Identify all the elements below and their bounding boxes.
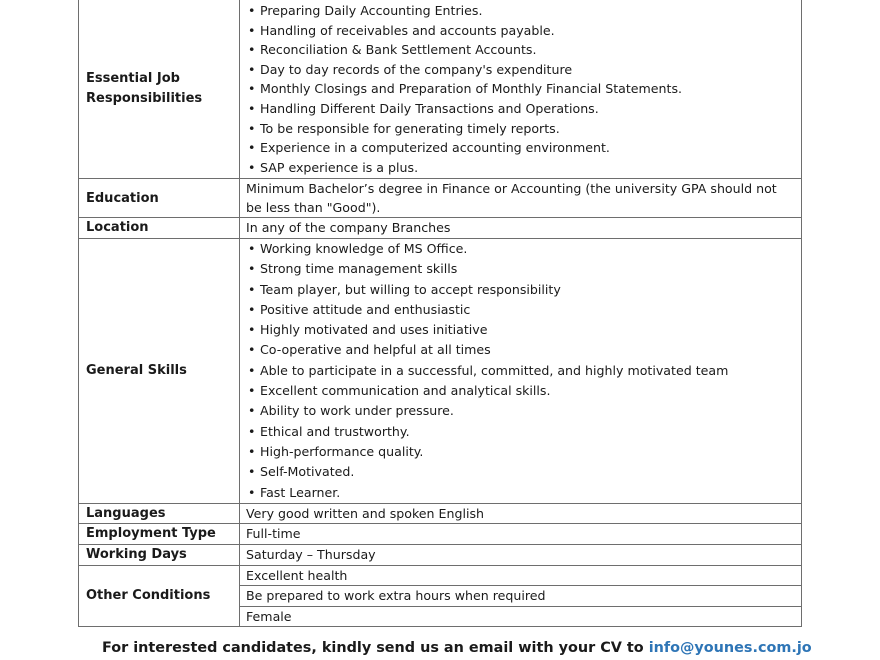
email-link[interactable]: info@younes.com.jo bbox=[648, 640, 812, 656]
list-item: • Reconciliation & Bank Settlement Accounts. bbox=[246, 40, 795, 60]
list-item: • Handling Different Daily Transactions and Operations. bbox=[246, 99, 795, 119]
row-other-conditions bbox=[79, 565, 802, 586]
value-location: In any of the company Branches bbox=[240, 218, 802, 239]
list-item: • Working knowledge of MS Office. bbox=[246, 239, 795, 259]
label-languages: Languages bbox=[79, 503, 240, 524]
condition-item: Female bbox=[240, 606, 802, 627]
list-item: • Highly motivated and uses initiative bbox=[246, 320, 795, 340]
list-item: • To be responsible for generating timely reports. bbox=[246, 119, 795, 139]
label-other-conditions: Other Conditions bbox=[79, 565, 240, 627]
condition-item: Be prepared to work extra hours when required bbox=[240, 586, 802, 607]
job-details-table bbox=[78, 0, 802, 627]
row-responsibilities bbox=[79, 0, 802, 179]
value-education: Minimum Bachelor’s degree in Finance or Accounting (the university GPA should not be less than "Good"). bbox=[240, 179, 802, 218]
label-general-skills: General Skills bbox=[79, 238, 240, 503]
row-languages bbox=[79, 503, 802, 524]
list-item: • Monthly Closings and Preparation of Monthly Financial Statements. bbox=[246, 79, 795, 99]
row-location bbox=[79, 218, 802, 239]
list-item: • Co-operative and helpful at all times bbox=[246, 340, 795, 360]
row-general-skills bbox=[79, 238, 802, 503]
value-responsibilities bbox=[240, 0, 802, 179]
list-item: • Team player, but willing to accept responsibility bbox=[246, 280, 795, 300]
label-line: Essential Job bbox=[86, 71, 180, 87]
row-working-days bbox=[79, 544, 802, 565]
list-item: • Day to day records of the company's expenditure bbox=[246, 60, 795, 80]
condition-item: Excellent health bbox=[240, 565, 802, 586]
list-item: • Preparing Daily Accounting Entries. bbox=[246, 1, 795, 21]
value-general-skills bbox=[240, 238, 802, 503]
skills-list bbox=[246, 239, 795, 503]
list-item: • SAP experience is a plus. bbox=[246, 158, 795, 178]
label-working-days: Working Days bbox=[79, 544, 240, 565]
label-employment-type: Employment Type bbox=[79, 524, 240, 545]
list-item: • Excellent communication and analytical skills. bbox=[246, 381, 795, 401]
footer-text: For interested candidates, kindly send us an email with your CV to bbox=[102, 640, 649, 656]
value-languages: Very good written and spoken English bbox=[240, 503, 802, 524]
list-item: • Able to participate in a successful, committed, and highly motivated team bbox=[246, 361, 795, 381]
label-location: Location bbox=[79, 218, 240, 239]
list-item: • Experience in a computerized accounting environment. bbox=[246, 138, 795, 158]
list-item: • Fast Learner. bbox=[246, 483, 795, 503]
list-item: • High-performance quality. bbox=[246, 442, 795, 462]
list-item: • Strong time management skills bbox=[246, 259, 795, 279]
list-item: • Self-Motivated. bbox=[246, 462, 795, 482]
list-item: • Positive attitude and enthusiastic bbox=[246, 300, 795, 320]
row-education bbox=[79, 179, 802, 218]
list-item: • Ethical and trustworthy. bbox=[246, 422, 795, 442]
list-item: • Handling of receivables and accounts payable. bbox=[246, 21, 795, 41]
value-working-days: Saturday – Thursday bbox=[240, 544, 802, 565]
list-item: • Ability to work under pressure. bbox=[246, 401, 795, 421]
label-line: Responsibilities bbox=[86, 90, 203, 106]
responsibilities-list bbox=[246, 1, 795, 177]
row-employment-type bbox=[79, 524, 802, 545]
label-education: Education bbox=[79, 179, 240, 218]
footer-instructions bbox=[102, 640, 812, 656]
label-responsibilities bbox=[79, 0, 240, 179]
value-employment-type: Full-time bbox=[240, 524, 802, 545]
